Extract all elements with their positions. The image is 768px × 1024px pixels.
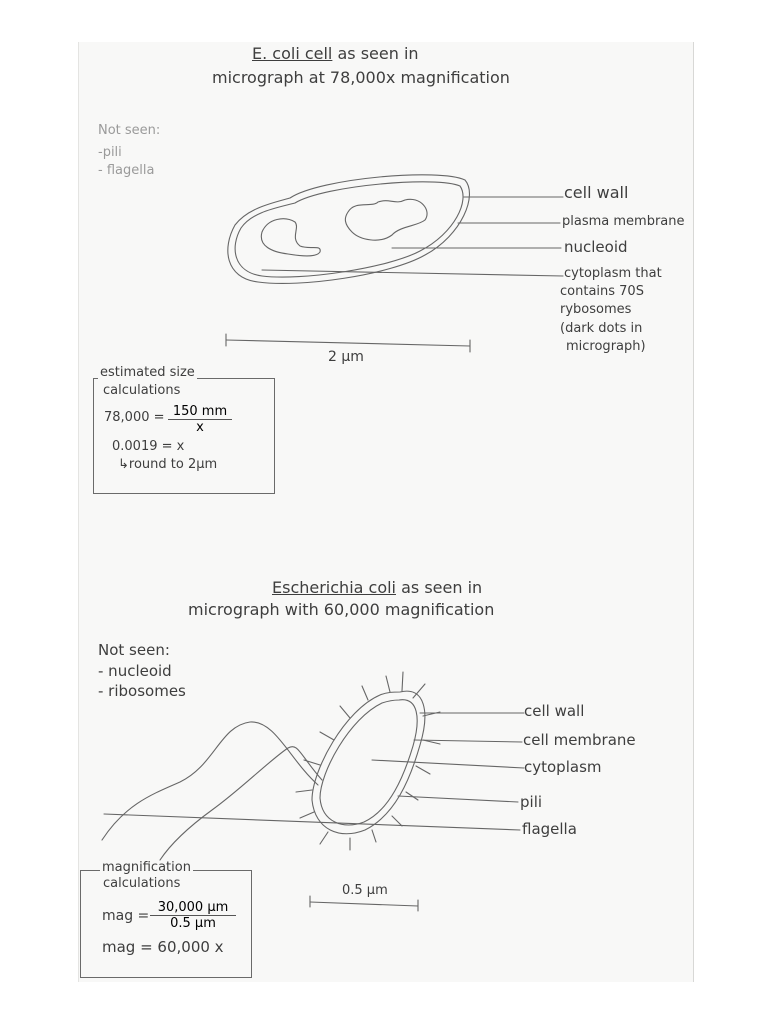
calc-box-heading: calculations: [103, 383, 181, 398]
flagella-2: [102, 722, 322, 860]
label-cytoplasm-2: cytoplasm: [524, 758, 602, 776]
diagram1-title-line1: [252, 46, 419, 63]
diagram2-not-seen-heading: Not seen:: [98, 641, 170, 659]
label-cytoplasm-cont: contains 70S: [560, 284, 644, 299]
pili-2: [296, 672, 440, 850]
label-cell-membrane-2: cell membrane: [523, 731, 636, 749]
mag-denominator: 0.5 μm: [170, 916, 216, 931]
label-ribosomes: rybosomes: [560, 302, 632, 317]
label-cell-wall: cell wall: [564, 183, 629, 202]
diagram1-title-rest: as seen in: [337, 44, 419, 63]
calc-box-heading: magnification: [102, 860, 191, 875]
label-lines-1: [262, 197, 563, 276]
diagram1-not-seen-item: - flagella: [98, 163, 155, 178]
scale-bar-2: [310, 896, 418, 911]
diagram2-scale-bar-label: 0.5 μm: [342, 883, 388, 898]
label-cell-wall-2: cell wall: [524, 702, 585, 720]
diagram1-not-seen-heading: Not seen:: [98, 123, 161, 138]
label-pili-2: pili: [520, 793, 543, 811]
ecoli-cell-outline-2: [312, 691, 425, 834]
diagram2-title-rest: as seen in: [401, 578, 483, 597]
label-nucleoid: nucleoid: [564, 238, 628, 256]
diagram2-title-organism: Escherichia coli: [272, 578, 396, 597]
label-flagella-2: flagella: [522, 820, 577, 838]
calc-denominator: x: [196, 420, 204, 435]
label-plasma-membrane: plasma membrane: [562, 214, 685, 229]
calc-equation-left: 78,000 =: [104, 410, 165, 425]
label-cytoplasm: cytoplasm that: [564, 266, 662, 281]
calc-fraction: [168, 404, 232, 435]
mag-result: mag = 60,000 x: [102, 938, 224, 956]
diagram1-scale-bar-label: 2 μm: [328, 349, 364, 365]
diagram2-not-seen-item: - nucleoid: [98, 662, 172, 680]
calc-rounding: ↳round to 2μm: [118, 457, 218, 472]
diagram2-title-line2: micrograph with 60,000 magnification: [188, 600, 495, 619]
calc-numerator: 150 mm: [172, 404, 228, 419]
calc-result: 0.0019 = x: [112, 439, 185, 454]
mag-numerator: 30,000 μm: [157, 900, 229, 915]
diagram2-title-line1: [272, 580, 482, 597]
label-micrograph: micrograph): [566, 339, 646, 354]
calc-box-heading: estimated size: [100, 365, 195, 380]
label-dark-dots: (dark dots in: [560, 321, 643, 336]
diagram1-title-organism: E. coli cell: [252, 44, 333, 63]
calc-box-heading: calculations: [103, 876, 181, 891]
diagram1-not-seen-item: -pili: [98, 145, 122, 160]
diagram2-not-seen-item: - ribosomes: [98, 682, 186, 700]
mag-equation-left: mag =: [102, 908, 150, 924]
mag-fraction: [150, 900, 236, 931]
diagram1-title-line2: micrograph at 78,000x magnification: [212, 68, 510, 87]
